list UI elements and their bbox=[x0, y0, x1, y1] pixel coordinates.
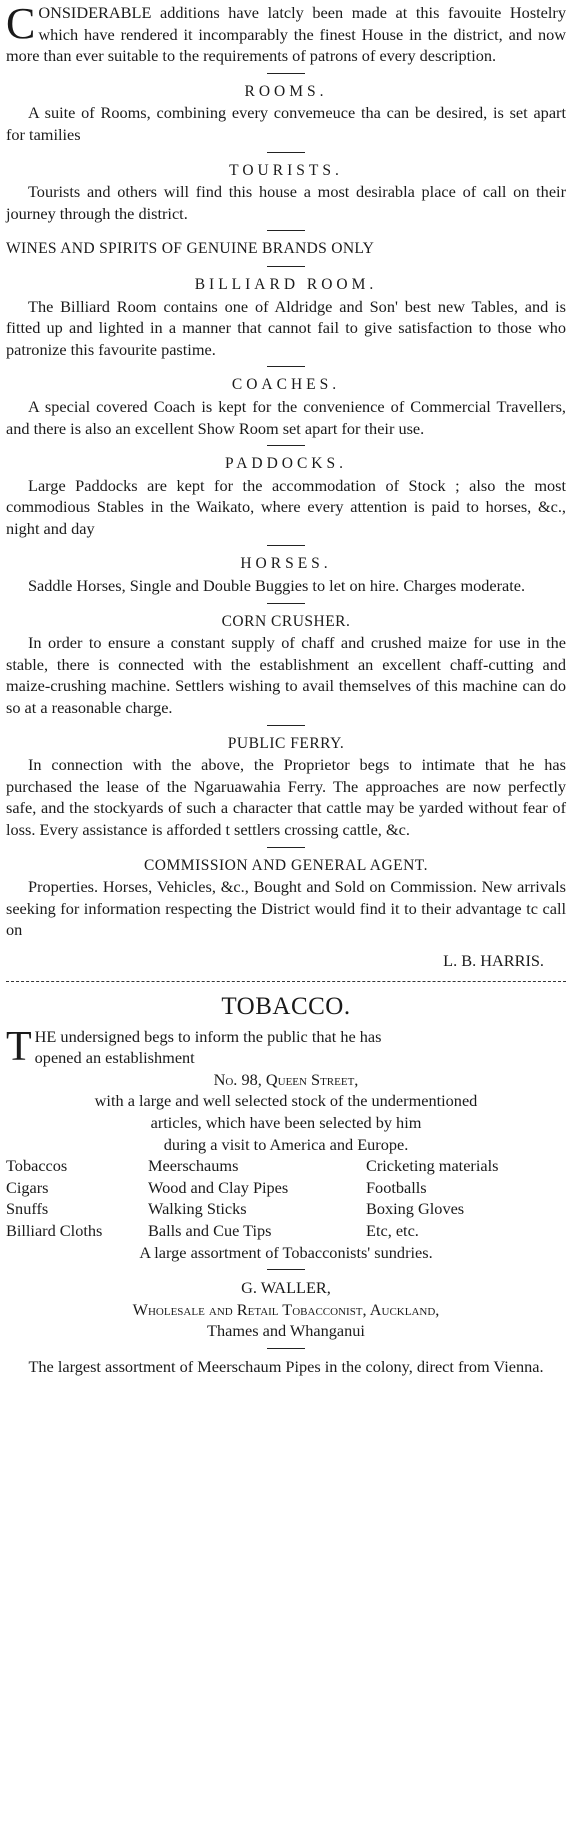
corn-text: In order to ensure a constant supply of chaff and crushed maize for use in the stable, there is connected with the establishment an excellent chaff-cutting and maize-crushing machine. Settlers wishing to avail themselves of this machine can do so at a reasonable charge. bbox=[6, 633, 566, 718]
tobacco-footer: The largest assortment of Meerschaum Pipes in the colony, direct from Vienna. bbox=[28, 1356, 544, 1376]
item-col3: Etc, etc. bbox=[366, 1220, 419, 1240]
list-item bbox=[6, 1220, 566, 1242]
section-rule bbox=[267, 73, 305, 74]
billiard-text: The Billiard Room contains one of Aldridge and Son' best new Tables, and is fitted up and lighted in a manner that cannot fail to give satisfaction to those who patronize this favourite pastime. bbox=[6, 296, 566, 359]
signature-harris: L. B. HARRIS. bbox=[443, 950, 544, 970]
intro-text: ONSIDERABLE additions have latcly been made at this favouite Hostelry which have rendered it incomparably the finest House in the district, and now more than ever suitable to the requirements of patrons of every description. bbox=[6, 3, 566, 66]
section-rule bbox=[267, 366, 305, 367]
rooms-text: A suite of Rooms, combining every convemeuce tha can be desired, is set apart for tamilies bbox=[6, 103, 566, 144]
item-col2: Balls and Cue Tips bbox=[148, 1220, 272, 1240]
tourists-text: Tourists and others will find this house a most desirabla place of call on their journey through the district. bbox=[6, 182, 566, 223]
tobacco-line5: during a visit to America and Europe. bbox=[163, 1134, 409, 1154]
item-col3: Boxing Gloves bbox=[366, 1199, 465, 1219]
tobacco-line3: with a large and well selected stock of the undermentioned bbox=[94, 1091, 478, 1111]
section-rule bbox=[267, 266, 305, 267]
coaches-heading: COACHES. bbox=[231, 376, 341, 394]
item-col2: Meerschaums bbox=[148, 1156, 239, 1176]
commission-heading: COMMISSION AND GENERAL AGENT. bbox=[143, 856, 429, 874]
waller-occupation: Wholesale and Retail Tobacconist, Auckland, bbox=[132, 1299, 440, 1319]
horses-heading: HORSES. bbox=[240, 555, 332, 573]
tourists-heading: TOURISTS. bbox=[229, 161, 343, 179]
waller-name: G. WALLER, bbox=[241, 1278, 331, 1298]
tobacco-assortment: A large assortment of Tobacconists' sundries. bbox=[139, 1242, 433, 1262]
item-col1: Snuffs bbox=[6, 1199, 49, 1219]
ferry-text: In connection with the above, the Proprietor begs to intimate that he has purchased the lease of the Ngaruawahia Ferry. The approaches are now perfectly safe, and the stockyards of such a character that cattle may be yarded without fear of loss. Every assistance is afforded t settlers crossing cattle, &c. bbox=[6, 755, 566, 839]
item-col1: Cigars bbox=[6, 1177, 49, 1197]
tobacco-title: TOBACCO. bbox=[221, 992, 351, 1020]
item-col1: Tobaccos bbox=[6, 1156, 68, 1176]
paddocks-heading: PADDOCKS. bbox=[225, 455, 347, 473]
coaches-text: A special covered Coach is kept for the convenience of Commercial Travellers, and there is also an excellent Show Room set apart for their use. bbox=[6, 396, 566, 438]
ferry-heading: PUBLIC FERRY. bbox=[227, 734, 345, 752]
intro-paragraph bbox=[6, 2, 566, 67]
corn-heading: CORN CRUSHER. bbox=[221, 612, 351, 630]
item-col3: Footballs bbox=[366, 1177, 427, 1197]
tobacco-line4: articles, which have been selected by him bbox=[150, 1112, 422, 1132]
section-rule bbox=[267, 847, 305, 848]
section-rule bbox=[267, 445, 305, 446]
item-col2: Walking Sticks bbox=[148, 1199, 247, 1219]
list-item bbox=[6, 1177, 566, 1199]
item-col3: Cricketing materials bbox=[366, 1156, 499, 1176]
item-col2: Wood and Clay Pipes bbox=[148, 1177, 289, 1197]
wines-heading: WINES AND SPIRITS OF GENUINE BRANDS ONLY bbox=[6, 240, 375, 258]
item-col1: Billiard Cloths bbox=[6, 1220, 103, 1240]
section-rule bbox=[267, 725, 305, 726]
rooms-heading: ROOMS. bbox=[244, 82, 328, 100]
advert-separator bbox=[6, 981, 566, 982]
section-rule bbox=[267, 230, 305, 231]
paddocks-text: Large Paddocks are kept for the accommodation of Stock ; also the most commodious Stables in the Waikato, where every attention is paid to horses, &c., night and day bbox=[6, 475, 566, 538]
tobacco-address: No. 98, Queen Street, bbox=[213, 1069, 359, 1089]
tobacco-line1-text: HE undersigned begs to inform the public that he has bbox=[34, 1026, 382, 1046]
tobacco-line2: opened an establishment bbox=[34, 1048, 195, 1068]
intro-dropcap: C bbox=[6, 0, 36, 48]
section-rule bbox=[267, 1348, 305, 1349]
commission-text: Properties. Horses, Vehicles, &c., Bought and Sold on Commission. New arrivals seeking for information respecting the District would find it to their advantage tc call on bbox=[6, 877, 566, 940]
section-rule bbox=[267, 603, 305, 604]
waller-places: Thames and Whanganui bbox=[207, 1321, 365, 1341]
billiard-heading: BILLIARD ROOM. bbox=[194, 275, 378, 293]
horses-text: Saddle Horses, Single and Double Buggies to let on hire. Charges moderate. bbox=[28, 576, 526, 596]
section-rule bbox=[267, 545, 305, 546]
section-rule bbox=[267, 152, 305, 153]
tobacco-dropcap: T bbox=[6, 1023, 32, 1070]
list-item bbox=[6, 1155, 566, 1177]
tobacco-items-list bbox=[6, 1155, 566, 1241]
list-item bbox=[6, 1198, 566, 1220]
section-rule bbox=[267, 1269, 305, 1270]
